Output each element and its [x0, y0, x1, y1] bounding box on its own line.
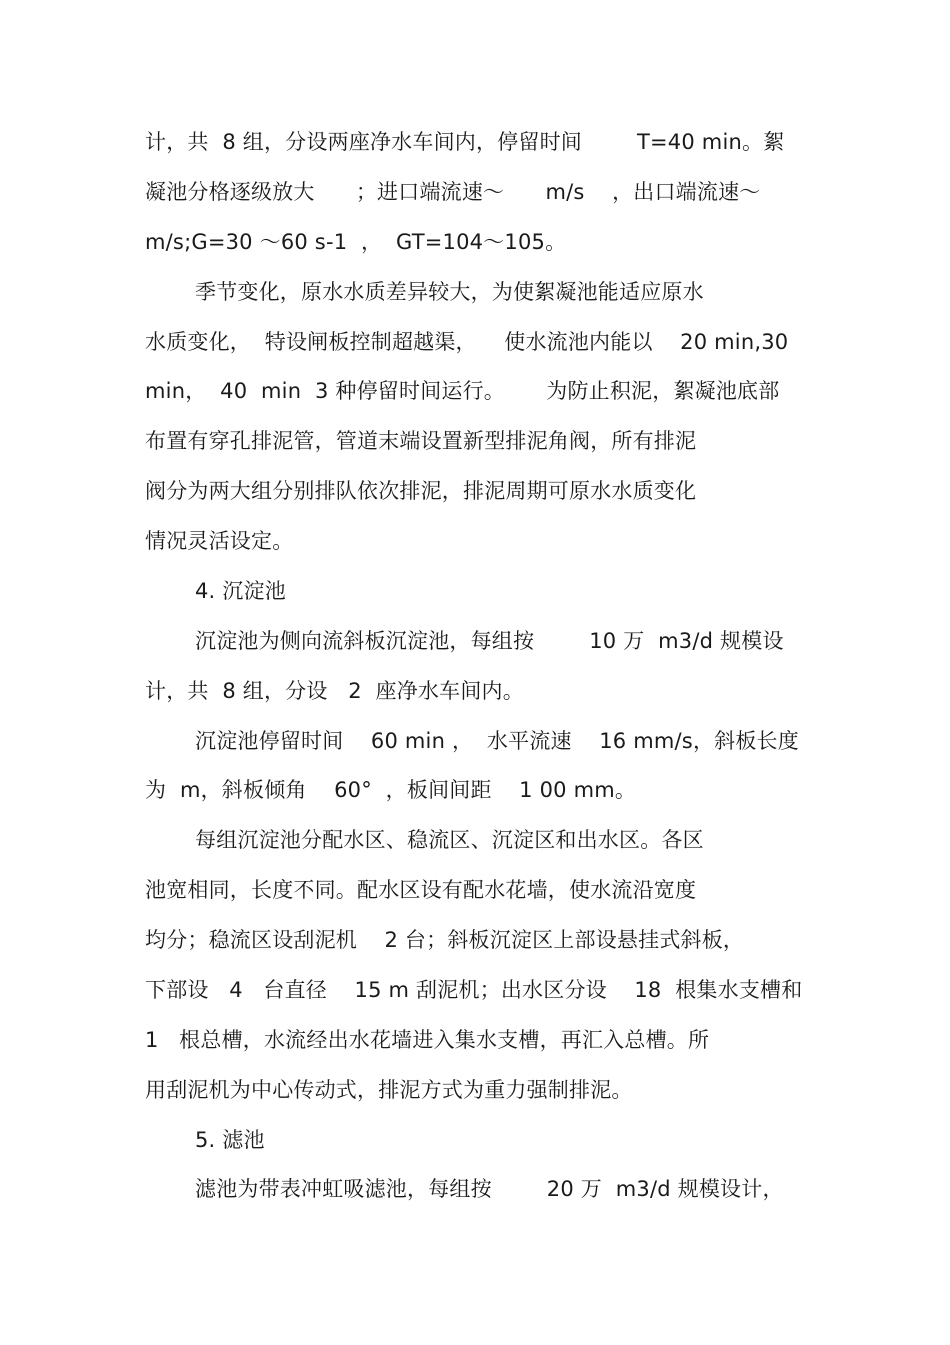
text-line: 1 根总槽，水流经出水花墙进入集水支槽，再汇入总槽。所: [145, 1028, 710, 1052]
paragraph-start-line: 沉淀池为侧向流斜板沉淀池，每组按 10 万 m3/d 规模设: [195, 629, 784, 653]
paragraph-start-line: 每组沉淀池分配水区、稳流区、沉淀区和出水区。各区: [195, 828, 704, 852]
text-line: 为 m，斜板倾角 60° ，板间间距 1 00 mm。: [145, 778, 637, 802]
text-line: 下部设 4 台直径 15 m 刮泥机；出水区分设 18 根集水支槽和: [145, 978, 803, 1002]
text-line: 均分；稳流区设刮泥机 2 台；斜板沉淀区上部设悬挂式斜板，: [145, 928, 745, 952]
section-heading-sedimentation: 4. 沉淀池: [195, 579, 286, 603]
paragraph-start-line: 沉淀池停留时间 60 min ， 水平流速 16 mm/s，斜板长度: [195, 729, 799, 753]
text-line: 计，共 8 组，分设 2 座净水车间内。: [145, 679, 524, 703]
text-line: 阀分为两大组分别排队依次排泥，排泥周期可原水水质变化: [145, 479, 697, 503]
text-line: 用刮泥机为中心传动式，排泥方式为重力强制排泥。: [145, 1078, 633, 1102]
text-line: 水质变化， 特设闸板控制超越渠， 使水流池内能以 20 min,30: [145, 330, 789, 354]
text-line: m/s;G=30 ～60 s-1 ， GT=104～105。: [145, 230, 567, 254]
paragraph-start-line: 季节变化，原水水质差异较大，为使絮凝池能适应原水: [195, 280, 704, 304]
text-line: min， 40 min 3 种停留时间运行。 为防止积泥，絮凝池底部: [145, 379, 780, 403]
text-line: 计，共 8 组，分设两座净水车间内，停留时间 T=40 min。絮: [145, 130, 785, 154]
paragraph-start-line: 滤池为带表冲虹吸滤池，每组按 20 万 m3/d 规模设计，: [195, 1177, 784, 1201]
text-line: 池宽相同，长度不同。配水区设有配水花墙，使水流沿宽度: [145, 878, 697, 902]
section-heading-filter: 5. 滤池: [195, 1128, 265, 1152]
text-line: 凝池分格逐级放大 ；进口端流速～ m/s ，出口端流速～: [145, 180, 761, 204]
text-line: 布置有穿孔排泥管，管道末端设置新型排泥角阀，所有排泥: [145, 429, 697, 453]
text-line: 情况灵活设定。: [145, 529, 294, 553]
